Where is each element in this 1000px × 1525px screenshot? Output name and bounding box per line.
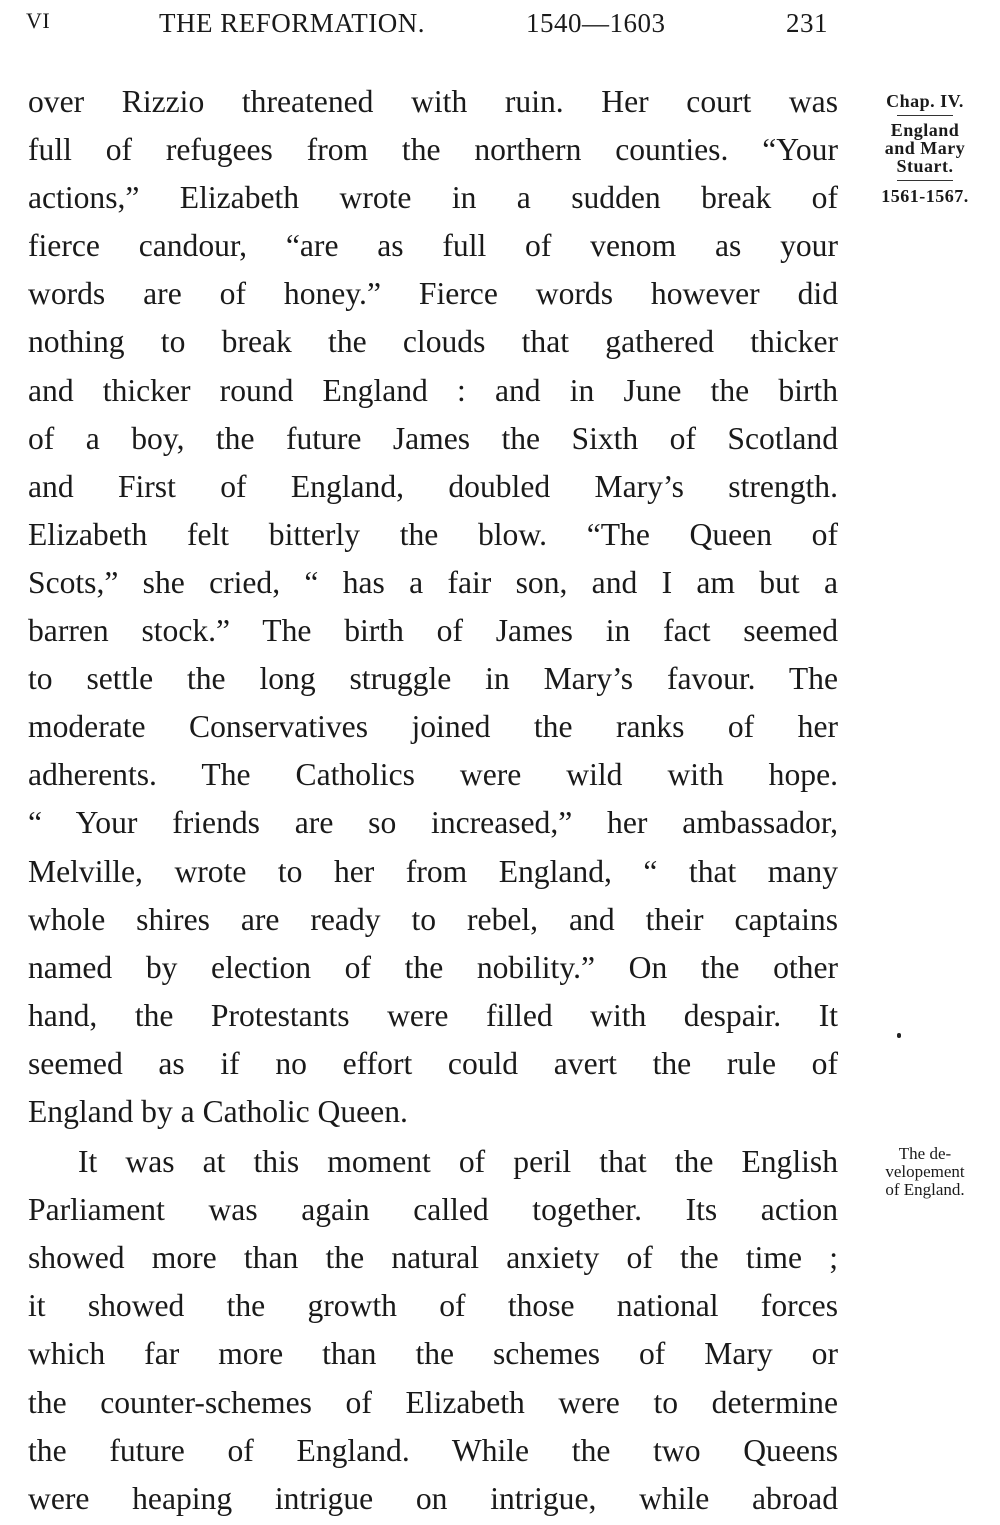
- text-line: It was at this moment of peril that the English: [78, 1144, 838, 1180]
- section-line: of England.: [885, 1180, 965, 1199]
- text-line: Scots,” she cried, “ has a fair son, and I am but a: [28, 564, 838, 600]
- page-number: 231: [786, 8, 828, 38]
- section-line: The de-: [898, 1144, 952, 1163]
- running-years: 1540—1603: [526, 8, 666, 38]
- text-line: showed more than the natural anxiety of the time ;: [28, 1240, 838, 1276]
- volume-number: VI: [26, 8, 51, 33]
- chapter-label: Chap. IV.: [886, 91, 964, 111]
- text-line: whole shires are ready to rebel, and their captains: [28, 901, 838, 937]
- text-line: named by election of the nobility.” On the other: [28, 949, 838, 985]
- text-line: fierce candour, “are as full of venom as your: [28, 228, 838, 264]
- text-line: actions,” Elizabeth wrote in a sudden break of: [28, 180, 838, 216]
- running-header: [26, 8, 836, 48]
- text-line: were heaping intrigue on intrigue, while abroad: [28, 1480, 838, 1516]
- paragraph: [28, 1138, 838, 1523]
- text-line: words are of honey.” Fierce words however did: [28, 276, 838, 312]
- text-line: seemed as if no effort could avert the rule of: [28, 1045, 838, 1081]
- divider: [897, 115, 953, 116]
- text-line: over Rizzio threatened with ruin. Her court was: [28, 84, 838, 119]
- topic-line: Stuart.: [896, 156, 954, 176]
- text-line: adherents. The Catholics were wild with hope.: [28, 757, 838, 793]
- margin-note-chapter: [855, 92, 995, 205]
- section-line: velopement: [885, 1162, 965, 1181]
- text-line: nothing to break the clouds that gathered thicker: [28, 324, 838, 360]
- text-line: Elizabeth felt bitterly the blow. “The Queen of: [28, 516, 838, 552]
- text-line: full of refugees from the northern counties. “Your: [28, 132, 838, 168]
- main-text: [28, 78, 838, 1523]
- text-line: hand, the Protestants were filled with despair. It: [28, 997, 838, 1033]
- text-line: the future of England. While the two Queens: [28, 1432, 838, 1468]
- margin-years: 1561-1567.: [881, 186, 969, 206]
- text-line: and thicker round England : and in June the birth: [28, 372, 838, 408]
- ink-speck: [897, 1033, 901, 1038]
- topic-line: England: [890, 120, 960, 140]
- text-line: barren stock.” The birth of James in fact seemed: [28, 613, 838, 649]
- text-line: it showed the growth of those national forces: [28, 1288, 838, 1324]
- text-line: Melville, wrote to her from England, “ that many: [28, 853, 838, 889]
- text-line: and First of England, doubled Mary’s strength.: [28, 468, 838, 504]
- text-line: of a boy, the future James the Sixth of Scotland: [28, 420, 838, 456]
- text-line: which far more than the schemes of Mary or: [28, 1336, 838, 1372]
- text-line: the counter-schemes of Elizabeth were to determine: [28, 1384, 838, 1420]
- text-line: “ Your friends are so increased,” her ambassador,: [28, 805, 838, 841]
- topic-line: and Mary: [884, 138, 966, 158]
- running-title: THE REFORMATION.: [159, 8, 426, 38]
- margin-note-section: [855, 1145, 995, 1199]
- text-line: to settle the long struggle in Mary’s favour. The: [28, 661, 838, 697]
- text-line: England by a Catholic Queen.: [28, 1093, 408, 1129]
- divider: [897, 180, 953, 181]
- text-line: moderate Conservatives joined the ranks of her: [28, 709, 838, 745]
- paragraph: [28, 78, 838, 1136]
- text-line: Parliament was again called together. Its action: [28, 1192, 838, 1228]
